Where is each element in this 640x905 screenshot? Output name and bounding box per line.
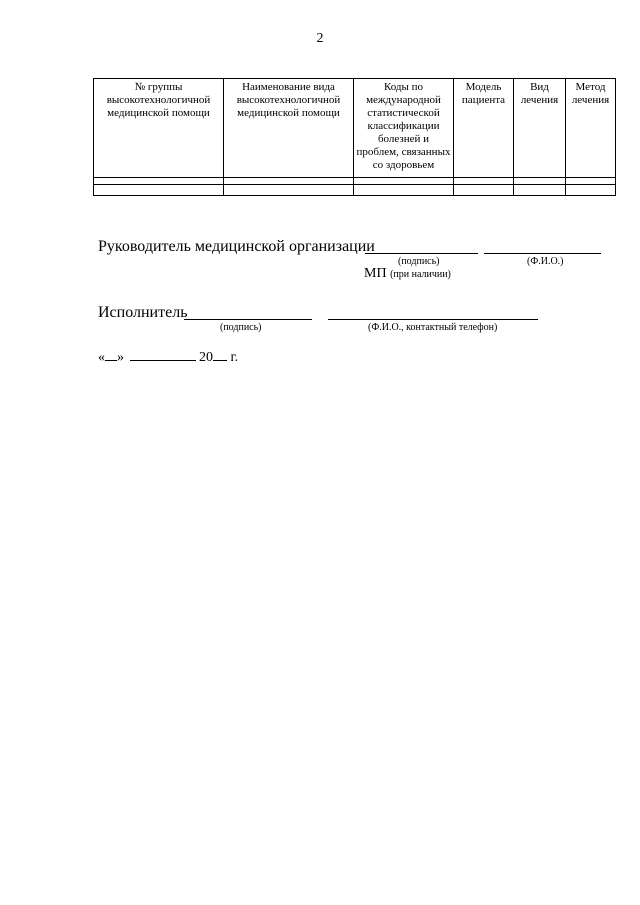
table-cell: [224, 185, 354, 196]
table-row: [94, 185, 616, 196]
executor-signature-caption: (подпись): [220, 322, 262, 333]
table-cell: [566, 178, 616, 185]
head-signature-line: [365, 253, 478, 254]
date-close-quote: »: [117, 350, 124, 365]
table-cell: [454, 178, 514, 185]
header-icd-codes: Коды по международной статистической классификации болезней и проблем, связанных со здоровьем: [354, 79, 454, 178]
date-open-quote: «: [98, 350, 105, 365]
executor-signature-line: [184, 319, 312, 320]
table-cell: [514, 178, 566, 185]
table-cell: [354, 185, 454, 196]
header-treatment-type: Вид лечения: [514, 79, 566, 178]
table-cell: [94, 178, 224, 185]
table-cell: [94, 185, 224, 196]
hmp-form-table: [93, 78, 616, 196]
month-blank: [130, 360, 196, 361]
date-line: [98, 350, 238, 366]
header-treatment-method: Метод лечения: [566, 79, 616, 178]
head-name-line: [484, 253, 601, 254]
head-of-organization-label: Руководитель медицинской организации: [98, 238, 375, 255]
table-cell: [514, 185, 566, 196]
head-signature-caption: (подпись): [398, 256, 440, 267]
stamp-mark: МП: [364, 266, 387, 281]
header-patient-model: Модель пациента: [454, 79, 514, 178]
table-cell: [454, 185, 514, 196]
head-name-caption: (Ф.И.О.): [527, 256, 564, 267]
table-header-row: [94, 79, 616, 178]
executor-name-phone-caption: (Ф.И.О., контактный телефон): [368, 322, 498, 333]
table-cell: [224, 178, 354, 185]
table-cell: [354, 178, 454, 185]
stamp-label: [364, 266, 451, 282]
executor-name-phone-line: [328, 319, 538, 320]
executor-label: Исполнитель: [98, 304, 188, 321]
day-blank: [105, 360, 117, 361]
stamp-note: (при наличии): [390, 269, 451, 280]
year-prefix: 20: [199, 350, 213, 365]
year-blank: [213, 360, 227, 361]
page-number: 2: [316, 31, 324, 46]
table-row: [94, 178, 616, 185]
year-suffix: г.: [230, 350, 239, 365]
header-care-type-name: Наименование вида высокотехнологичной медицинской помощи: [224, 79, 354, 178]
table-cell: [566, 185, 616, 196]
header-group-number: № группы высокотехнологичной медицинской помощи: [94, 79, 224, 178]
